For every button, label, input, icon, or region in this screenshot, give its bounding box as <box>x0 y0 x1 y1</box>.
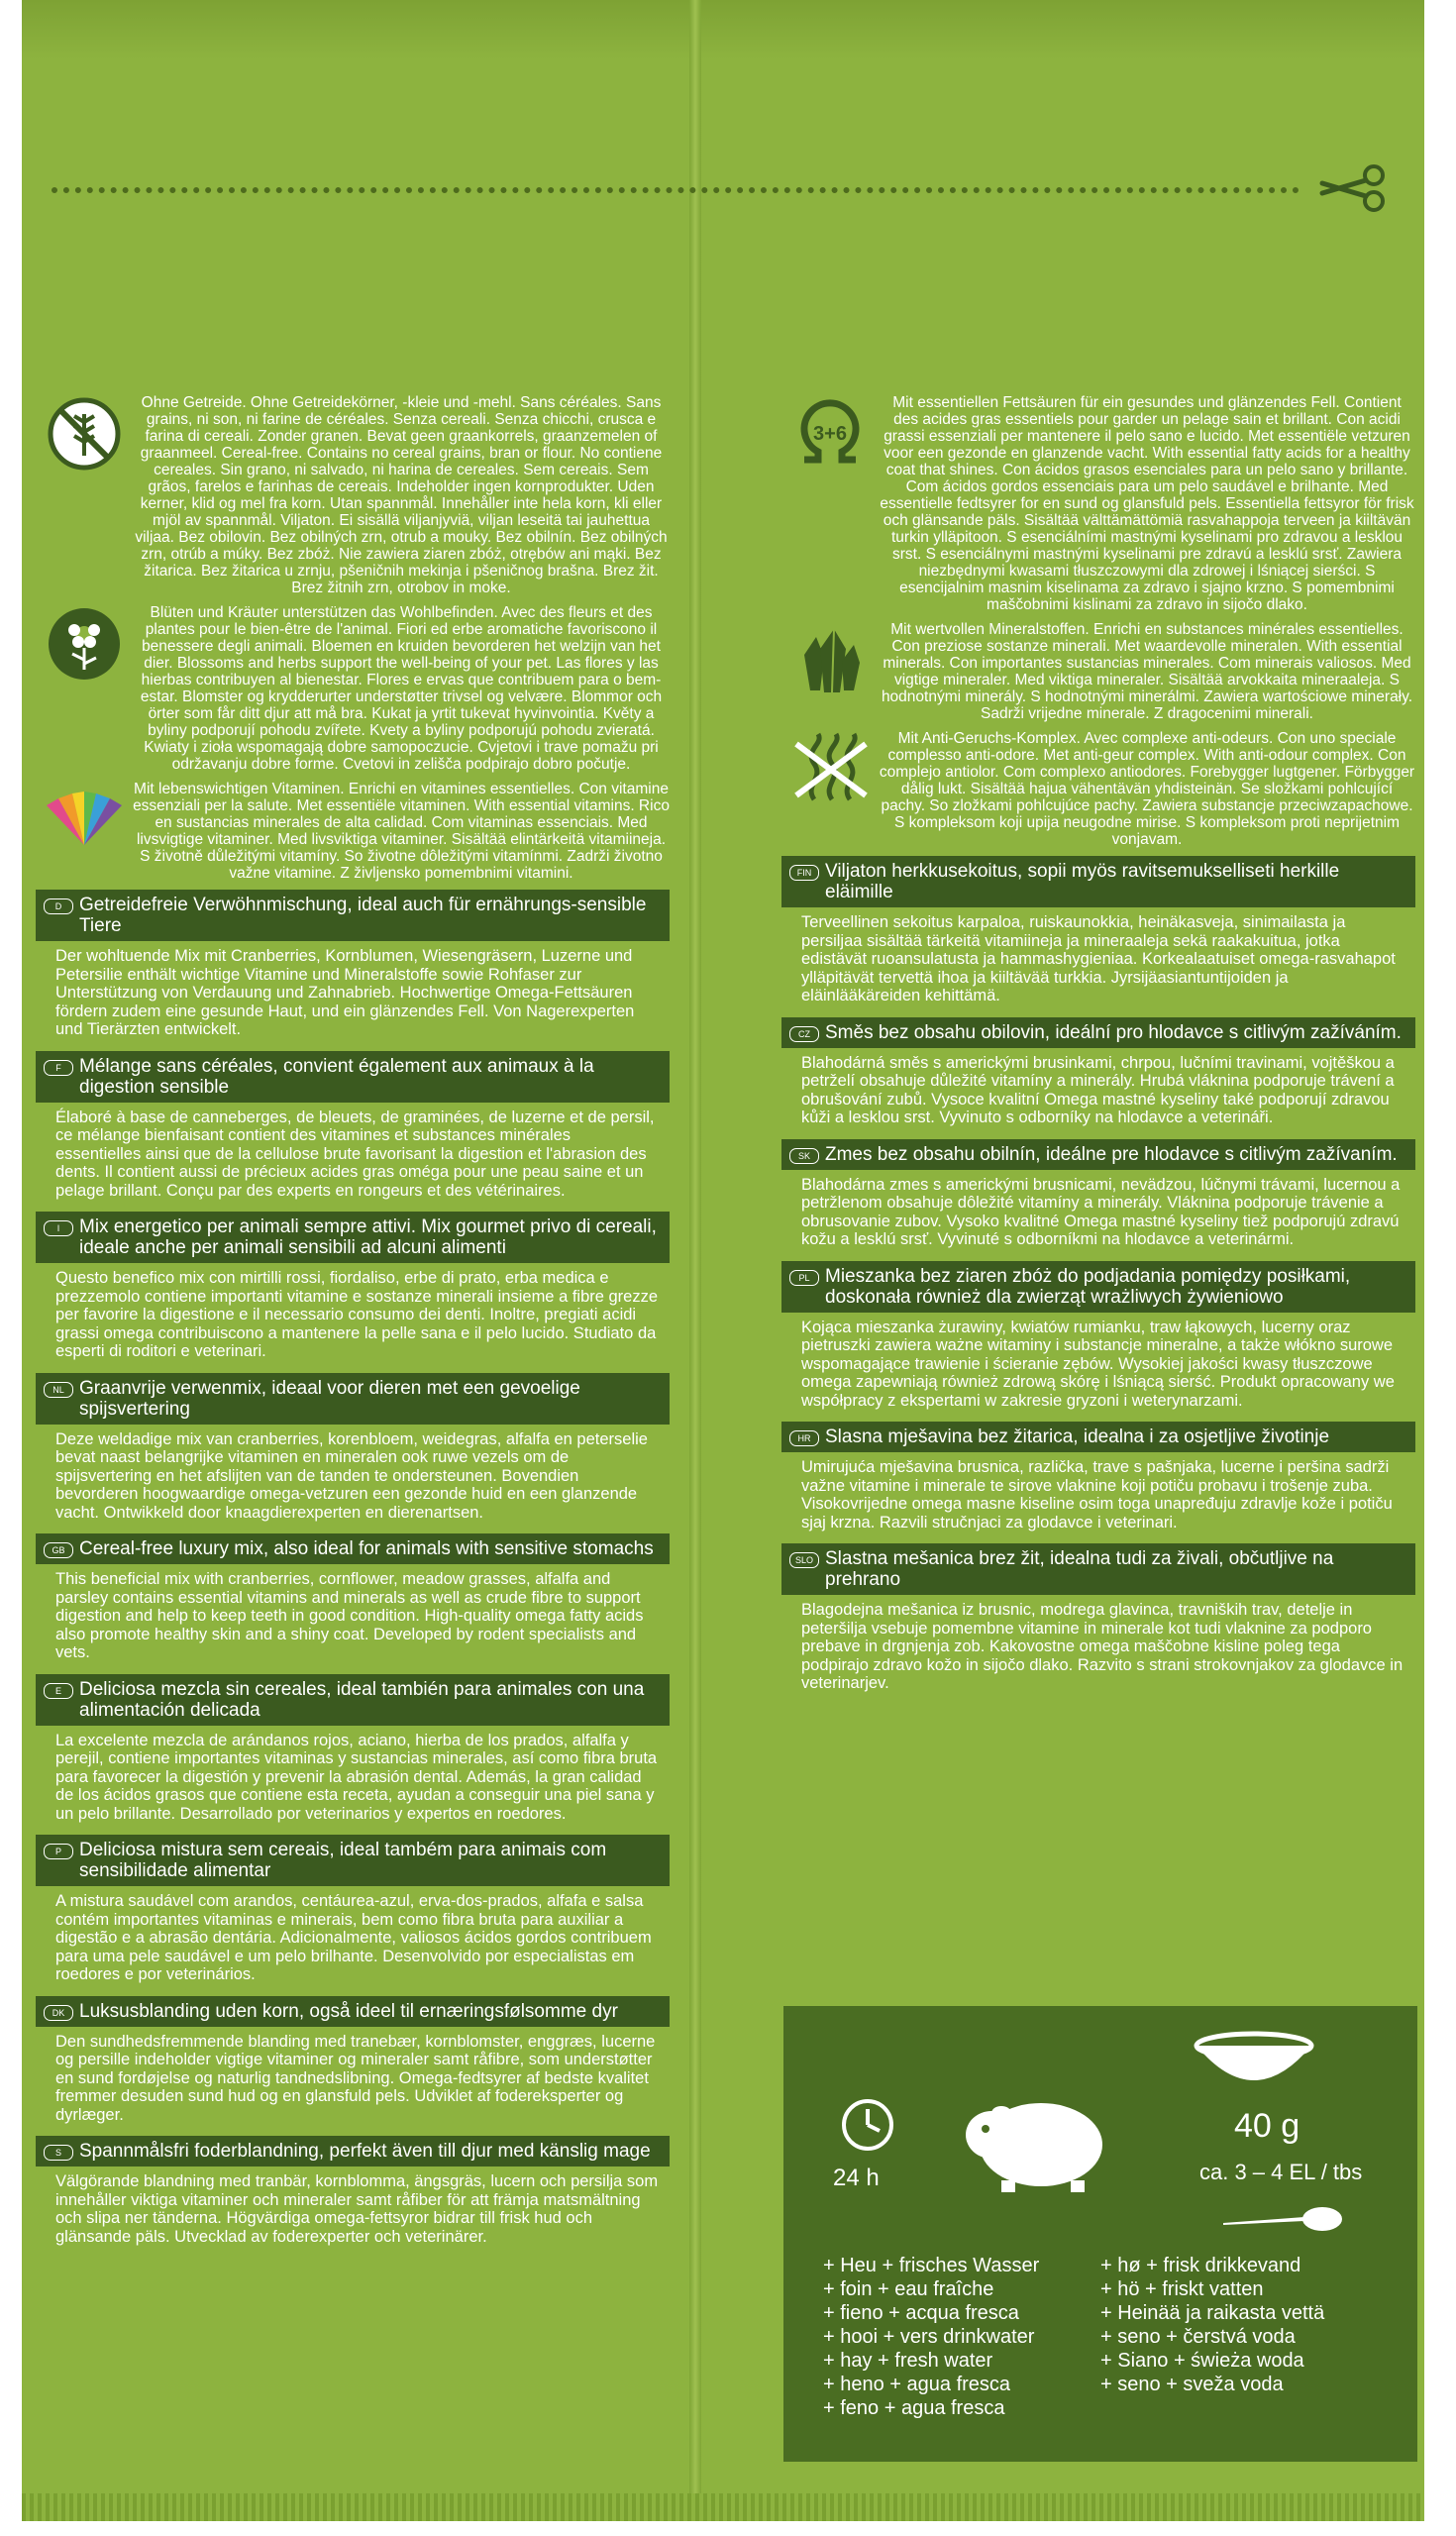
claim-text: Ohne Getreide. Ohne Getreidekörner, -kleie und -mehl. Sans céréales. Sans grains, ni son, ni farine de céréales. Senza cereali. Senza chicchi, crusca e farina di cereali. Zonder granen. Bevat geen graankorrels, graanzemelen of graanmeel. Cereal-free. Contains no cereal grains, bran or flour. No contiene cereales. Sin grano, ni salvado, ni harina de cereales. Sem cereais. Sem grãos, farelos e farinhas de cereais. Indeholder ingen kornprodukter. Uden kerner, klid og mel fra korn. Utan spannmål. Innehåller inte hela korn, kli eller mjöl av spannmål. Viljaton. Ei sisällä viljanjyviä, viljan leseitä tai jauhettua viljaa. Bez obilovin. Bez obilných zrn, otrub a mouky. Bez obilnín. Bez obilných zrn, otrúb a múky. Bez zbóż. Nie zawiera ziaren zbóż, otrębów ani mąki. Bez žitarica. Bez žitarica u zrnju, pšeničnih mekinja i pšeničnog brašna. Brez žit. Brez žitnih zrn, otrobov in moke. <box>135 394 668 596</box>
omega-label: 3+6 <box>813 423 847 445</box>
lang-code: SK <box>789 1148 819 1164</box>
section-title: SK Zmes bez obsahu obilnín, ideálne pre hlodavce s citlivým zažívaním. <box>781 1139 1415 1170</box>
clock-icon <box>838 2095 897 2155</box>
section-title: E Deliciosa mezcla sin cereales, ideal también para animales con una alimentación delicada <box>36 1674 670 1726</box>
right-column <box>781 394 1415 1701</box>
section-body: A mistura saudável com arandos, centáurea-azul, erva-dos-prados, alfafa e salsa contém importantes vitaminas e minerais, bem como fibra bruta para auxiliar a digestão e a abrasão dentária. Adicionalmente, valiosos ácidos gordos contribuem para uma pele saudável e um pelo brilhante. Desenvolvido por especialistas em roedores e por veterinários. <box>55 1892 652 1983</box>
section-it <box>36 1212 670 1369</box>
section-body: Blagodejna mešanica iz brusnic, modrega glavinca, travniških trav, detelje in peteršilja vsebuje pomembne vitamine in minerale kot tudi vlaknine za podporo prebave in drgnjenja zob. Kakovostne omega maščobne kisline poleg tega podpirajo zdravo kožo in sijočo dlako. Razvito s strani strokovnjakov za glodavce in veterinarjev. <box>801 1601 1404 1692</box>
anti-odour-icon <box>781 730 879 809</box>
water-list-right <box>1100 2254 1324 2396</box>
water-item: + heno + agua fresca <box>823 2374 1011 2395</box>
omega-3-6-icon <box>781 394 879 474</box>
perforation-line <box>52 187 1300 193</box>
lang-code: S <box>44 2145 73 2161</box>
section-title: GB Cereal-free luxury mix, also ideal for animals with sensitive stomachs <box>36 1533 670 1564</box>
section-de <box>36 890 670 1047</box>
lang-code: GB <box>44 1542 73 1558</box>
section-title: F Mélange sans céréales, convient également aux animaux à la digestion sensible <box>36 1051 670 1103</box>
section-hr <box>781 1422 1415 1539</box>
claim-vitamins <box>36 781 670 882</box>
lang-code: DK <box>44 2005 73 2021</box>
section-pt <box>36 1835 670 1992</box>
section-fr <box>36 1051 670 1209</box>
water-item: + hooi + vers drinkwater <box>823 2326 1035 2348</box>
section-body: Kojąca mieszanka żurawiny, kwiatów rumianku, traw łąkowych, lucerny oraz pietruszki zawiera ważne witaminy i substancje mineralne, a także włókno surowe wspomagające trawienie i ścieranie zębów. Wysokiej jakości kwasy tłuszczowe omega zapewniają również zdrową skórę i lśniącą sierść. Produkt opracowany we współpracy z ekspertami w zakresie gryzoni i weterynarzami. <box>801 1318 1395 1410</box>
water-item: + hay + fresh water <box>823 2350 993 2372</box>
section-body: Blahodárná směs s americkými brusinkami, chrpou, lučními travinami, vojtěškou a petrželí obsahuje důležité vitamíny a minerály. Hrubá vláknina podporuje trávení a obrušování zubů. Vysoce kvalitní Omega mastné kyseliny také podporují zdravou kůži a lesklou srst. Vyvinuto s odborníky na hlodavce a veterináři. <box>801 1053 1395 1126</box>
water-item: + fieno + acqua fresca <box>823 2302 1019 2324</box>
claim-text: Mit Anti-Geruchs-Komplex. Avec complexe anti-odeurs. Con uno speciale complesso anti-odore. Met anti-geur complex. With anti-odour complex. Con complejo antiolor. Com complexo antiodores. Forebygger lugtgener. Förbygger dålig lukt. Sisältää hajua vähentävän yhdisteinän. Se složkami pohlcující pachy. So zložkami pohlcujúce pachy. Zawiera substancje przeciwzapachowe. S kompleksom koji upija neugodne mirise. S kompleksom proti neprijetnim vonjavam. <box>879 730 1415 848</box>
mineral-crystals-icon <box>781 621 879 700</box>
water-item: + hø + frisk drikkevand <box>1100 2255 1301 2276</box>
claim-omega <box>781 394 1415 613</box>
claim-grain-free <box>36 394 670 596</box>
lang-code: P <box>44 1844 73 1859</box>
section-title: FIN Viljaton herkkusekoitus, sopii myös ravitsemukselliseti herkille eläimille <box>781 856 1415 907</box>
feeding-time: 24 h <box>833 2165 880 2191</box>
section-title: I Mix energetico per animali sempre attivi. Mix gourmet privo di cereali, ideale anche per animali sensibili ad alcuni alimenti <box>36 1212 670 1263</box>
section-body: Deze weldadige mix van cranberries, korenbloem, weidegras, alfalfa en peterselie bevat naast belangrijke vitaminen en mineralen ook ruwe vezels om de spijsvertering en het afslijten van de tanden te ondersteunen. Bovendien bevorderen hoogwaardige omega-vetzuren een gezonde huid en een glanzende vacht. Ontwikkeld door knaagdierexperten en dierenartsen. <box>55 1429 648 1522</box>
water-item: + seno + sveža voda <box>1100 2374 1284 2395</box>
packaging-back <box>22 0 1424 2521</box>
lang-code: SLO <box>789 1552 819 1568</box>
flower-herb-icon <box>36 604 133 684</box>
section-body: Blahodárna zmes s americkými brusnicami, nevädzou, lúčnymi trávami, lucernou a petržlenom obsahuje dôležité vitamíny a minerály. Vláknina podporuje trávenie a obrusovanie zubov. Vysoko kvalitné Omega mastné kyseliny tiež podporujú zdravú kožu a lesklú srsť. Vyvinuté s odborníkmi na hlodavce a veterinármi. <box>801 1175 1401 1248</box>
water-item: + Heinää ja raikasta vettä <box>1100 2302 1325 2324</box>
feeding-portion: ca. 3 – 4 EL / tbs <box>1199 2160 1363 2184</box>
no-grain-icon <box>36 394 133 474</box>
section-body: Den sundhedsfremmende blanding med tranebær, kornblomster, enggræs, lucerne og persille indeholder vigtige vitaminer og mineraler samt råfibre, som understøtter en sund fordøjelse og naturlig tandnedslibning. Omega-fedtsyrer af bedste kvalitet fremmer desuden sund hud og en glansfuld pels. Udviklet af fodereksperter og dyrlæger. <box>55 2032 656 2124</box>
claim-text: Mit essentiellen Fettsäuren für ein gesundes und glänzendes Fell. Contient des acides gras essentiels pour garder un pelage sain et brillant. Con acidi grassi essenziali per mantenere il pelo sano e lucido. Met essentiële vetzuren voor een gezonde en glanzende vacht. With essential fatty acids for a healthy coat that shines. Con ácidos grasos esenciales para un pelo sano y brillante. Com ácidos gordos essenciais para um pelo saudável e brilhante. Med essentielle fedtsyrer for en sund og glansfuld pels. Essentiella fettsyror för frisk och glänsande päls. Sisältää välttämättömiä rasvahappoja terveen ja kiiltävän turkin ylläpitoon. S esenciálními mastnými kyselinami pro zdravou a lesklou srst. S esenciálnymi mastnými kyselinami pre zdravú a lesklú srsť. Zawiera niezbędnymi kwasami tłuszczowymi dla zdrowej i lśniącej sierści. S esencijalnim masnim kiselinama za zdravo i sjajno krzno. S pomembnimi maščobnimi kislinami za zdravo in sijočo dlako. <box>880 394 1414 613</box>
section-nl <box>36 1373 670 1531</box>
section-dk <box>36 1996 670 2133</box>
water-item: + hö + friskt vatten <box>1100 2278 1264 2300</box>
section-body: Élaboré à base de canneberges, de bleuets, de graminées, de luzerne et de persil, ce mélange bienfaisant contient des vitamines et substances minérales essentielles ainsi que de la cellulose brute favorisant la digestion et l'abrasion des dents. Il contient aussi de précieux acides gras oméga pour une peau saine et un pelage brillant. Conçu par des experts en rongeurs et des vétérinaires. <box>55 1108 655 1200</box>
section-title: PL Mieszanka bez ziaren zbóż do podjadania pomiędzy posiłkami, doskonała również dla zwierząt wrażliwych żywieniowo <box>781 1261 1415 1313</box>
section-slo <box>781 1543 1415 1701</box>
lang-code: D <box>44 898 73 914</box>
section-title: HR Slasna mješavina bez žitarica, idealna i za osjetljive životinje <box>781 1422 1415 1452</box>
claim-flowers <box>36 604 670 773</box>
claim-text: Mit wertvollen Mineralstoffen. Enrichi en substances minérales essentielles. Con preziose sostanze minerali. Met waardevolle mineralen. With essential minerals. Con importantes sustancias minerales. Com minerais valiosos. Med vigtige mineraler. Med viktiga mineraler. Sisältää arvokkaita mineraaleja. S hodnotnými minerály. S hodnotnými minerálmi. Zawiera wartościowe minerały. Sadrži vrijedne minerale. Z dragocenimi minerali. <box>881 621 1413 722</box>
section-title: NL Graanvrije verwenmix, ideaal voor dieren met een gevoelige spijsvertering <box>36 1373 670 1425</box>
section-title: DK Luksusblanding uden korn, også ideel til ernæringsfølsomme dyr <box>36 1996 670 2027</box>
lang-code: I <box>44 1220 73 1236</box>
section-title: D Getreidefreie Verwöhnmischung, ideal auch für ernährungs-sensible Tiere <box>36 890 670 941</box>
section-title: CZ Směs bez obsahu obilovin, ideální pro hlodavce s citlivým zažíváním. <box>781 1017 1415 1048</box>
section-se <box>36 2136 670 2254</box>
section-body: Välgörande blandning med tranbär, kornblomma, ängsgräs, lucern och persilja som innehåller viktiga vitaminer och mineraler samt råfiber för att främja matsmältning och slipa ner tänderna. Högvärdiga omega-fettsyror bidrar till frisk hud och glänsande päls. Utvecklad av foderexperter och veterinärer. <box>55 2172 659 2246</box>
lang-code: E <box>44 1683 73 1699</box>
section-body: This beneficial mix with cranberries, cornflower, meadow grasses, alfalfa and parsley contains essential vitamins and minerals as well as crude fibre to support digestion and help to keep teeth in good condition. High-quality omega fatty acids also promote healthy skin and a shiny coat. Developed by rodent specialists and vets. <box>55 1570 644 1661</box>
scissors-icon <box>1314 163 1389 213</box>
water-list-left <box>823 2254 1039 2420</box>
water-item: + Siano + świeża woda <box>1100 2350 1304 2372</box>
section-pl <box>781 1261 1415 1419</box>
section-title: P Deliciosa mistura sem cereais, ideal também para animais com sensibilidade alimentar <box>36 1835 670 1886</box>
section-body: Terveellinen sekoitus karpaloa, ruiskaunokkia, heinäkasveja, sinimailasta ja persiljaa sisältää tärkeitä vitamiineja ja mineraaleja sekä raakakuitua, jotka edistävät ruoansulatusta ja hammashygieniaa. Korkealaatuiset omega-rasvahapot ylläpitävät tervettä ihoa ja kiiltävää turkkia. Jyrsijäasiantuntijoiden ja eläinlääkäreiden kehittämä. <box>801 913 1396 1004</box>
feeding-info-panel <box>783 2006 1417 2462</box>
food-bowl-icon <box>1190 2026 1318 2095</box>
water-item: + foin + eau fraîche <box>823 2278 994 2300</box>
spoon-icon <box>1219 2199 1348 2239</box>
lang-code: HR <box>789 1430 819 1446</box>
section-gb <box>36 1533 670 1670</box>
section-body: Der wohltuende Mix mit Cranberries, Kornblumen, Wiesengräsern, Luzerne und Petersilie enthält wichtige Vitamine und Mineralstoffe sowie Rohfaser zur Unterstützung von Verdauung und Zahnabrieb. Hochwertige Omega-Fettsäuren fördern zudem eine gesunde Haut, und ein glänzendes Fell. Von Nagerexperten und Tierärzten entwickelt. <box>55 947 635 1038</box>
lang-code: CZ <box>789 1026 819 1042</box>
lang-code: F <box>44 1060 73 1076</box>
lang-code: PL <box>789 1270 819 1286</box>
section-es <box>36 1674 670 1832</box>
section-sk <box>781 1139 1415 1257</box>
claim-text: Mit lebenswichtigen Vitaminen. Enrichi en vitamines essentielles. Con vitamine essenziali per la salute. Met essentiële vitaminen. With essential vitamins. Rico en sustancias minerales de alta calidad. Com vitaminas essenciais. Med livsvigtige vitaminer. Med livsviktiga vitaminer. Sisältää elintärkeitä vitamiineja. S životně důležitými vitamíny. So životne dôležitými vitamínmi. Zadrži životno važne vitamine. Z življensko pomembnimi vitamini. <box>133 781 670 882</box>
water-item: + seno + čerstvá voda <box>1100 2326 1296 2348</box>
section-body: Umirujuća mješavina brusnica, različka, trave s pašnjaka, lucerne i peršina sadrži važne vitamine i minerale te sirove vlaknine koji potiču probavu i trošenje zuba. Visokovrijedne omega masne kiseline osim toga unapređuju zdravlje kože i potiču sjaj krzna. Razvili stručnjaci za glodavce i veterinari. <box>801 1458 1393 1532</box>
rainbow-vitamins-icon <box>36 781 133 860</box>
section-body: Questo benefico mix con mirtilli rossi, fiordaliso, erbe di prato, erba medica e prezzemolo contiene importanti vitamine e sostanze minerali insieme a fibre grezze per favorire la digestione e il necessario consumo dei denti. Inoltre, pregiati acidi grassi omega contribuiscono a mantenere la pelle sana e il pelo lucido. Studiato da esperti di roditori e veterinari. <box>55 1269 659 1360</box>
claim-minerals <box>781 621 1415 722</box>
guinea-pig-icon <box>962 2085 1110 2194</box>
section-title: S Spannmålsfri foderblandning, perfekt även till djur med känslig mage <box>36 2136 670 2166</box>
section-cz <box>781 1017 1415 1135</box>
lang-code: FIN <box>789 865 819 881</box>
claim-odour <box>781 730 1415 848</box>
claim-text: Blüten und Kräuter unterstützen das Wohlbefinden. Avec des fleurs et des plantes pour le bien-être de l'animal. Fiori ed erbe aromatiche favoriscono il benessere degli animali. Bloemen en kruiden bevorderen het welzijn van het dier. Blossoms and herbs support the well-being of your pet. Las flores y las hierbas contribuyen al bienestar. Flores e ervas que contribuem para o bem-estar. Blomster og krydderurter understøtter trivsel og velvære. Blommor och örter som får ditt djur att må bra. Kukat ja yrtit tukevat hyvinvointia. Květy a byliny podporují pohodu zvířete. Kvety a byliny podporujú pohodu zvieratá. Kwiaty i zioła wspomagają dobre samopoczucie. Cvjetovi i trave pomažu pri održavanju dobre forme. Cvetovi in zelišča podpirajo dobro počutje. <box>140 604 663 773</box>
section-title: SLO Slastna mešanica brez žit, idealna tudi za živali, občutljive na prehrano <box>781 1543 1415 1595</box>
feeding-amount: 40 g <box>1234 2107 1300 2145</box>
section-fi <box>781 856 1415 1013</box>
center-seam <box>689 0 701 2521</box>
water-item: + Heu + frisches Wasser <box>823 2255 1040 2276</box>
water-item: + feno + agua fresca <box>823 2397 1005 2419</box>
left-column <box>36 394 670 2254</box>
section-body: La excelente mezcla de arándanos rojos, aciano, hierba de los prados, alfalfa y perejil, contiene importantes vitaminas y sustancias minerales, así como fibra bruta para favorecer la digestión y prevenir la abrasión dental. Además, la gran calidad de los ácidos grasos que contiene esta receta, ayudan a conseguir una piel sana y un pelo brillante. Desarrollado por veterinarios y expertos en roedores. <box>55 1731 658 1823</box>
lang-code: NL <box>44 1382 73 1398</box>
